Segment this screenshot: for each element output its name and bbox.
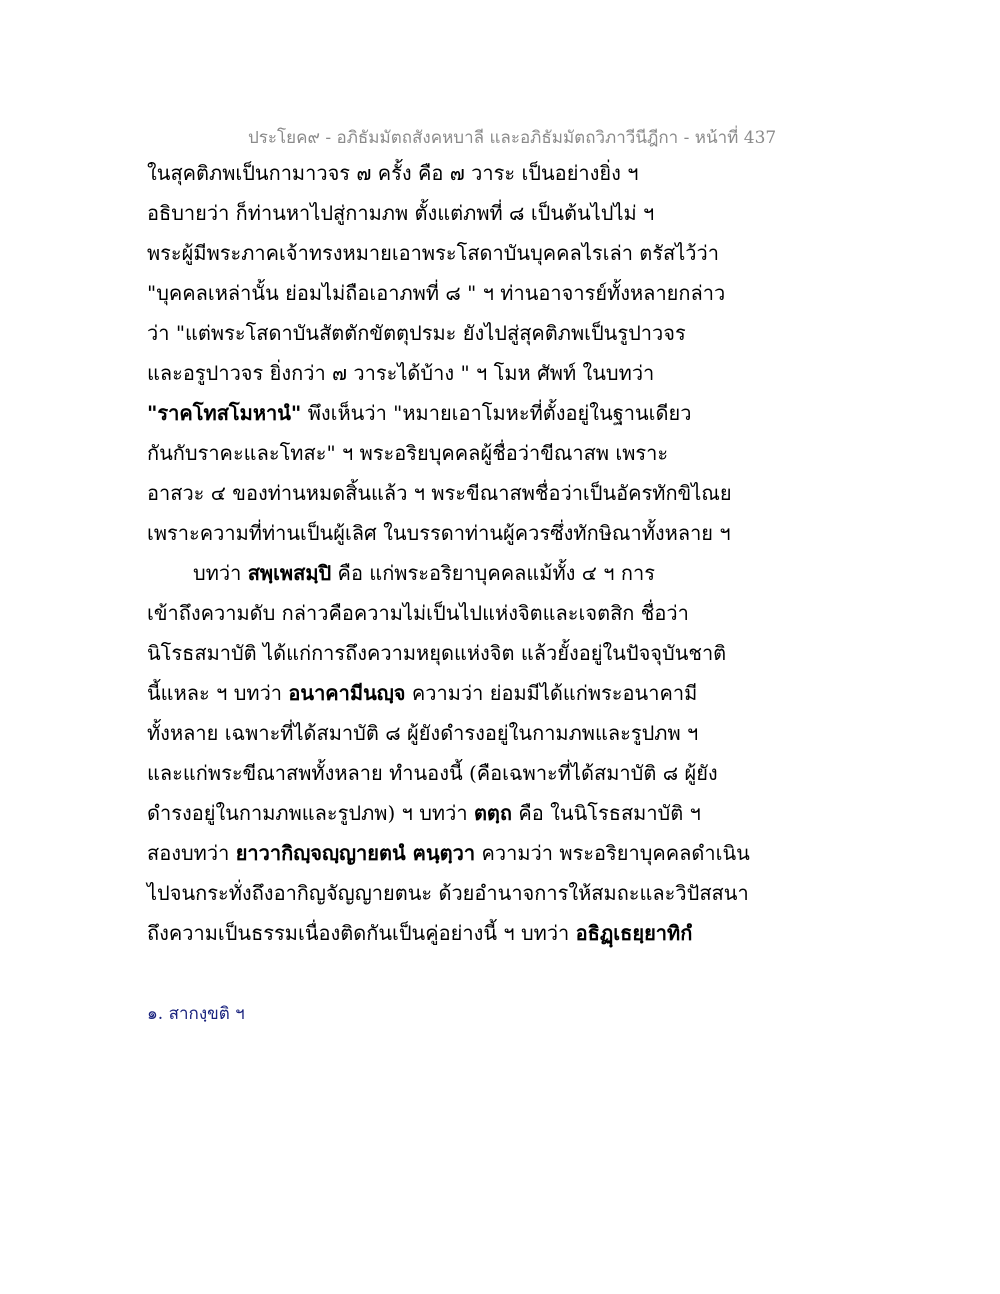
text-line: ถึงความเป็นธรรมเนื่องติดกันเป็นคู่อย่างนี้ ฯ บทว่า อธิฏฺเธยฺยาทิกํ <box>147 921 693 945</box>
footnote: ๑. สากงฺขติ ฯ <box>147 1004 245 1024</box>
bold-term: ยาวากิญฺจญฺญายตนํ ฅนฺตฺวา <box>235 841 476 865</box>
text-line: นิโรธสมาบัติ ได้แก่การถึงความหยุดแห่งจิต แล้วยั้งอยู่ในปัจจุบันชาติ <box>147 641 727 665</box>
page-header: ประโยค๙ - อภิธัมมัตถสังคหบาลี และอภิธัมมัตถวิภาวีนีฎีกา - หน้าที่ 437 <box>248 128 777 148</box>
body-text <box>147 158 750 958</box>
bold-term: อนาคามีนญฺจ <box>288 681 406 705</box>
text-line: ดำรงอยู่ในกามภพและรูปภพ) ฯ บทว่า ตตฺถ คือ ในนิโรธสมาบัติ ฯ <box>147 801 701 825</box>
bold-term: อธิฏฺเธยฺยาทิกํ <box>575 921 693 945</box>
text-line: เพราะความที่ท่านเป็นผู้เลิศ ในบรรดาท่านผู้ควรซึ่งทักษิณาทั้งหลาย ฯ <box>147 521 731 545</box>
text-line: "บุคคลเหล่านั้น ย่อมไม่ถือเอาภพที่ ๘ " ฯ ท่านอาจารย์ทั้งหลายกล่าว <box>147 281 726 305</box>
text-line: "ราคโทสโมหานํ" พึงเห็นว่า "หมายเอาโมหะที่ตั้งอยู่ในฐานเดียว <box>147 401 692 425</box>
text-line: ในสุคติภพเป็นกามาวจร ๗ ครั้ง คือ ๗ วาระ เป็นอย่างยิ่ง ฯ <box>147 161 639 185</box>
text-line: อธิบายว่า ก็ท่านหาไปสู่กามภพ ตั้งแต่ภพที่ ๘ เป็นต้นไปไม่ ฯ <box>147 201 655 225</box>
text-line: อาสวะ ๔ ของท่านหมดสิ้นแล้ว ฯ พระขีณาสพชื่อว่าเป็นอัครทักขิไณย <box>147 481 732 505</box>
text-line: พระผู้มีพระภาคเจ้าทรงหมายเอาพระโสดาบันบุคคลไรเล่า ตรัสไว้ว่า <box>147 241 719 265</box>
text-line: ไปจนกระทั่งถึงอากิญจัญญายตนะ ด้วยอำนาจการให้สมถะและวิปัสสนา <box>147 881 749 905</box>
text-line: สองบทว่า ยาวากิญฺจญฺญายตนํ ฅนฺตฺวา ความว่า พระอริยาบุคคลดำเนิน <box>147 841 750 865</box>
text-line: ว่า "แต่พระโสดาบันสัตตักขัตตุปรมะ ยังไปสู่สุคติภพเป็นรูปาวจร <box>147 321 686 345</box>
text-line: และอรูปาวจร ยิ่งกว่า ๗ วาระได้บ้าง " ฯ โมห ศัพท์ ในบทว่า <box>147 361 655 385</box>
text-line: กันกับราคะและโทสะ" ฯ พระอริยบุคคลผู้ชื่อว่าขีณาสพ เพราะ <box>147 441 669 465</box>
bold-term: สพฺเพสมฺปิ <box>247 561 332 585</box>
text-line: ทั้งหลาย เฉพาะที่ได้สมาบัติ ๘ ผู้ยังดำรงอยู่ในกามภพและรูปภพ ฯ <box>147 721 699 745</box>
text-line: และแก่พระขีณาสพทั้งหลาย ทำนองนี้ (คือเฉพาะที่ได้สมาบัติ ๘ ผู้ยัง <box>147 761 718 785</box>
text-line: เข้าถึงความดับ กล่าวคือความไม่เป็นไปแห่งจิตและเจตสิก ชื่อว่า <box>147 601 689 625</box>
text-line: บทว่า สพฺเพสมฺปิ คือ แก่พระอริยาบุคคลแม้ทั้ง ๔ ฯ การ <box>193 561 655 585</box>
bold-term: "ราคโทสโมหานํ" <box>147 401 302 425</box>
text-line: นี้แหละ ฯ บทว่า อนาคามีนญฺจ ความว่า ย่อมมีได้แก่พระอนาคามี <box>147 681 698 705</box>
bold-term: ตตฺถ <box>473 801 513 825</box>
